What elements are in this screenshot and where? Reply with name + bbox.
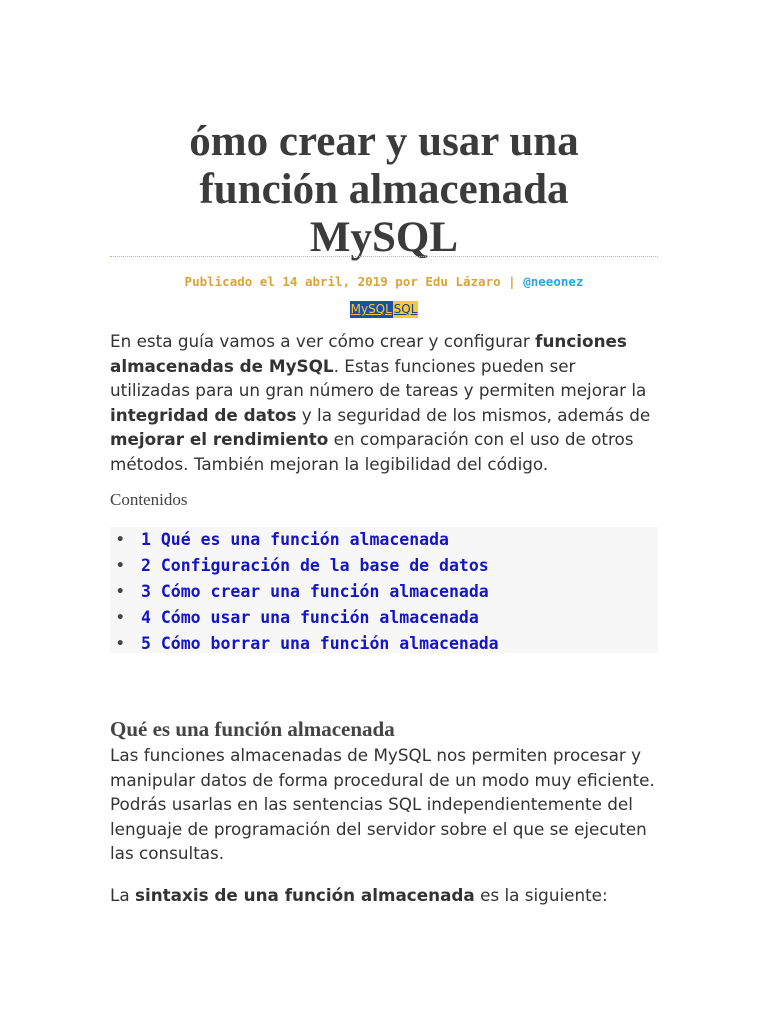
syntax-text-1: La bbox=[110, 885, 135, 905]
syntax-text-2: es la siguiente: bbox=[474, 885, 608, 905]
author-handle-link[interactable]: @neeonez bbox=[523, 274, 584, 289]
toc-link[interactable]: 4 Cómo usar una función almacenada bbox=[141, 608, 479, 627]
toc-link[interactable]: 3 Cómo crear una función almacenada bbox=[141, 582, 489, 601]
bullet-icon: • bbox=[116, 558, 125, 574]
published-info: Publicado el 14 abril, 2019 por Edu Lázaro | bbox=[184, 274, 516, 289]
tag-mysql[interactable]: MySQL bbox=[350, 302, 392, 316]
title-line-1: ómo crear y usar una bbox=[189, 117, 579, 165]
bullet-icon: • bbox=[116, 610, 125, 626]
section-heading: Qué es una función almacenada bbox=[110, 717, 395, 742]
toc-link[interactable]: 1 Qué es una función almacenada bbox=[141, 530, 449, 549]
tag-sql[interactable]: SQL bbox=[393, 302, 418, 316]
intro-text-1: En esta guía vamos a ver cómo crear y configurar bbox=[110, 331, 536, 351]
contents-heading: Contenidos bbox=[110, 490, 188, 509]
toc-item-2[interactable] bbox=[110, 553, 658, 579]
tag-list bbox=[110, 301, 658, 318]
intro-text-3: y la seguridad de los mismos, además de bbox=[296, 404, 651, 425]
title-divider bbox=[110, 256, 658, 257]
intro-bold-2: integridad de datos bbox=[110, 404, 297, 425]
title-line-3: MySQL bbox=[309, 213, 459, 261]
syntax-bold: sintaxis de una función almacenada bbox=[134, 885, 475, 905]
toc-link[interactable]: 2 Configuración de la base de datos bbox=[141, 556, 489, 575]
post-meta bbox=[110, 274, 658, 289]
intro-paragraph bbox=[110, 329, 658, 477]
table-of-contents bbox=[110, 527, 658, 653]
bullet-icon: • bbox=[116, 636, 125, 652]
intro-bold-1: funciones almacenadas de MySQL bbox=[110, 331, 627, 376]
toc-item-1[interactable] bbox=[110, 527, 658, 553]
title-line-2: función almacenada bbox=[199, 165, 569, 213]
syntax-paragraph bbox=[110, 883, 658, 908]
bullet-icon: • bbox=[116, 532, 125, 548]
toc-link[interactable]: 5 Cómo borrar una función almacenada bbox=[141, 634, 499, 653]
intro-text-4: en comparación con el uso de otros métodos. También mejoran la legibilidad del código. bbox=[110, 429, 634, 474]
intro-text-2: . Estas funciones pueden ser utilizadas para un gran número de tareas y permiten mejorar la bbox=[110, 355, 647, 401]
bullet-icon: • bbox=[116, 584, 125, 600]
toc-item-5[interactable] bbox=[110, 631, 658, 657]
toc-item-4[interactable] bbox=[110, 605, 658, 631]
section-paragraph: Las funciones almacenadas de MySQL nos permiten procesar y manipular datos de forma procedural de un modo muy eficiente. Podrás usarlas en las sentencias SQL independientemente del lenguaje de programación del servidor sobre el que se ejecuten las consultas. bbox=[110, 745, 655, 864]
intro-bold-3: mejorar el rendimiento bbox=[110, 429, 329, 450]
toc-item-3[interactable] bbox=[110, 579, 658, 605]
article-title bbox=[110, 118, 658, 262]
